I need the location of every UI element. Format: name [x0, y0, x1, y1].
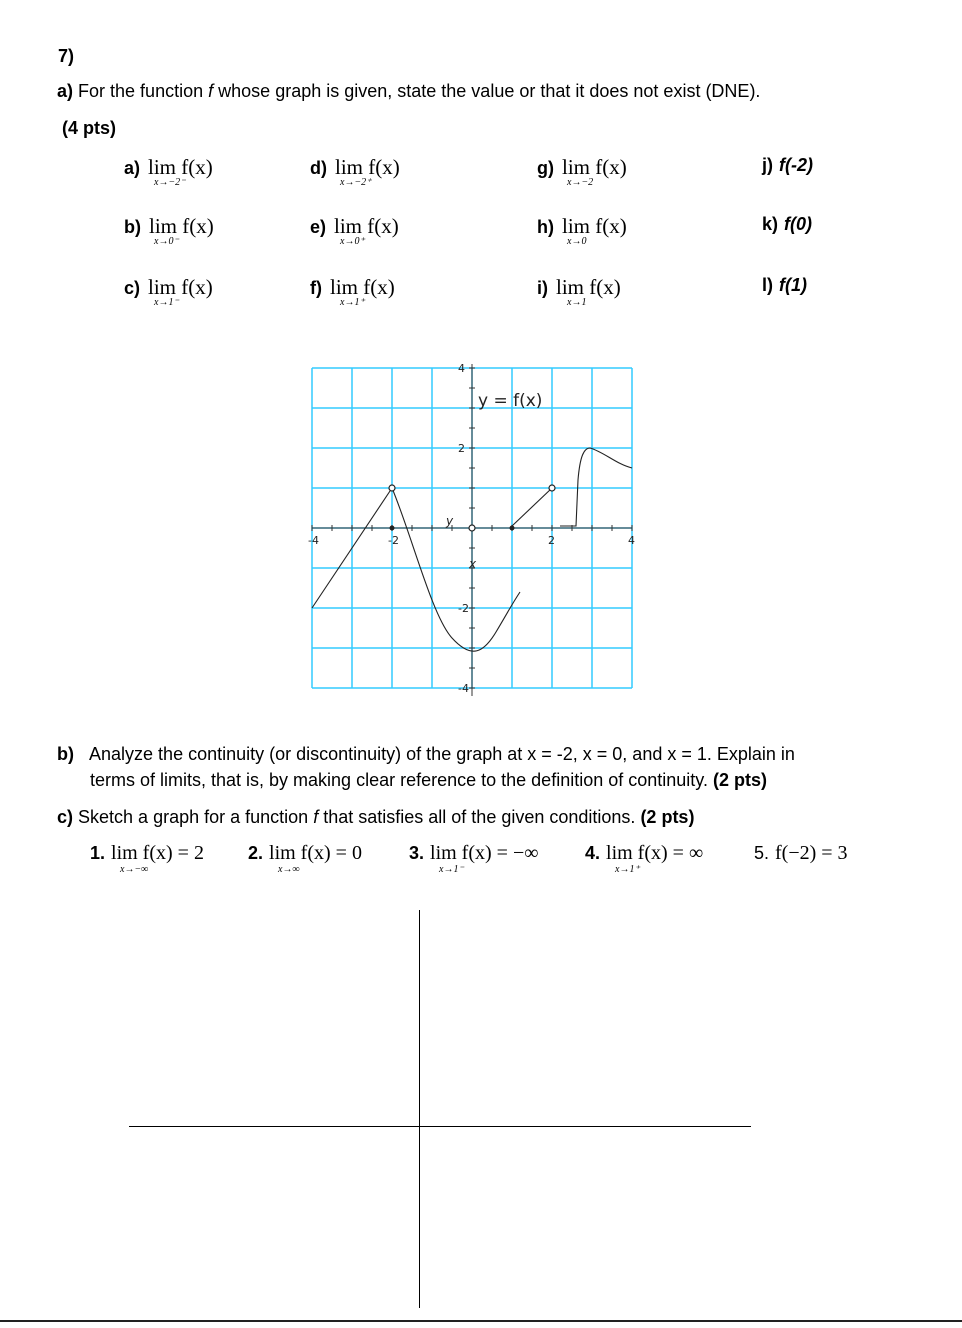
limit-expression: lim f(x) [335, 155, 400, 179]
limit-expression: lim f(x) [149, 214, 214, 238]
condition-expression: lim f(x) = 2 [111, 842, 204, 864]
condition-number: 3. [409, 843, 425, 863]
open-dot [389, 485, 395, 491]
part-a-label: a) [57, 81, 74, 101]
x-tick-label: 2 [548, 534, 555, 547]
part-b-line2 [90, 770, 767, 791]
x-axis-label: x [469, 557, 477, 571]
part-c-label: c) [57, 807, 74, 827]
part-a-points: (4 pts) [62, 118, 116, 138]
condition-item [90, 842, 204, 875]
limit-label: e) [310, 217, 327, 237]
closed-dot [510, 526, 515, 531]
limit-subscript: x→1 [567, 297, 587, 308]
value-expression: f(-2) [779, 155, 813, 175]
limit-subscript: x→−2⁻ [154, 177, 186, 188]
condition-item [409, 842, 539, 875]
condition-item [754, 842, 848, 865]
limit-label: g) [537, 158, 554, 178]
sketch-horizontal-axis[interactable] [129, 1126, 751, 1127]
value-item [762, 275, 807, 296]
limit-item [310, 155, 400, 188]
condition-item [248, 842, 362, 875]
condition-number: 4. [585, 843, 601, 863]
limit-expression: lim f(x) [556, 275, 621, 299]
y-tick-label: -4 [458, 682, 469, 695]
condition-number: 1. [90, 843, 106, 863]
y-tick-label: -2 [458, 602, 469, 615]
limit-subscript: x→−2⁺ [340, 177, 372, 188]
value-label: j) [762, 155, 773, 175]
condition-expression: lim f(x) = 0 [269, 842, 362, 864]
condition-expression: lim f(x) = −∞ [430, 842, 539, 864]
limit-label: f) [310, 278, 322, 298]
condition-subscript: x→∞ [278, 864, 300, 875]
part-c-points: (2 pts) [640, 807, 695, 827]
value-item [762, 155, 813, 176]
condition-expression: f(−2) = 3 [775, 842, 848, 864]
limit-expression: lim f(x) [562, 214, 627, 238]
limit-label: a) [124, 158, 141, 178]
limit-subscript: x→0⁺ [340, 236, 365, 247]
curve-segment-parabola [392, 488, 520, 651]
part-c-f: f [313, 807, 319, 827]
part-b-line1 [57, 744, 795, 765]
limit-expression: lim f(x) [562, 155, 627, 179]
condition-number: 2. [248, 843, 264, 863]
condition-number: 5. [754, 843, 770, 863]
value-expression: f(0) [784, 214, 813, 234]
function-graph [300, 355, 640, 715]
y-tick-label: 2 [458, 442, 465, 455]
condition-subscript: x→1⁻ [439, 864, 464, 875]
limit-subscript: x→0⁻ [154, 236, 179, 247]
x-tick-label: 4 [628, 534, 635, 547]
value-expression: f(1) [779, 275, 807, 295]
y-tick-label: 4 [458, 362, 465, 375]
limit-expression: lim f(x) [148, 155, 213, 179]
part-b-text2: terms of limits, that is, by making clear reference to the definition of continuity. [90, 770, 708, 790]
limit-label: h) [537, 217, 554, 237]
limit-subscript: x→0 [567, 236, 587, 247]
graph-equation: y = f(x) [478, 391, 543, 411]
limit-label: d) [310, 158, 327, 178]
open-dot [469, 525, 475, 531]
limit-item [124, 214, 214, 247]
page-bottom-rule [0, 1320, 962, 1322]
condition-expression: lim f(x) = ∞ [606, 842, 704, 864]
x-tick-label: -2 [388, 534, 399, 547]
limit-label: i) [537, 278, 548, 298]
part-a-text-pre: For the function [78, 81, 204, 101]
part-b-points: (2 pts) [712, 770, 767, 790]
limit-item [310, 214, 399, 247]
limit-expression: lim f(x) [330, 275, 395, 299]
part-a-f: f [208, 81, 214, 101]
limit-expression: lim f(x) [148, 275, 213, 299]
limit-item [537, 214, 627, 247]
limit-subscript: x→1⁻ [154, 297, 179, 308]
limit-item [537, 155, 627, 188]
condition-subscript: x→−∞ [120, 864, 149, 875]
part-b-label: b) [57, 744, 74, 764]
limit-expression: lim f(x) [334, 214, 399, 238]
curve-segment-right [560, 448, 632, 526]
limit-item [537, 275, 621, 308]
y-axis-label: y [446, 514, 454, 528]
sketch-vertical-axis[interactable] [419, 910, 420, 1308]
value-label: k) [762, 214, 779, 234]
condition-subscript: x→1⁺ [615, 864, 640, 875]
part-c-text-pre: Sketch a graph for a function [78, 807, 309, 827]
value-label: l) [762, 275, 773, 295]
part-b-text1: Analyze the continuity (or discontinuity) of the graph at x = -2, x = 0, and x = 1. Explain in [89, 744, 795, 764]
condition-item [585, 842, 704, 875]
limit-item [124, 275, 213, 308]
part-c-prompt [57, 807, 694, 828]
limit-label: c) [124, 278, 141, 298]
limit-subscript: x→−2 [567, 177, 594, 188]
value-item [762, 214, 812, 235]
limit-label: b) [124, 217, 141, 237]
limit-item [310, 275, 395, 308]
limit-item [124, 155, 213, 188]
part-c-text-post: that satisfies all of the given conditions. [323, 807, 636, 827]
curve-segment-middle-line [512, 488, 552, 526]
part-a-prompt [57, 81, 760, 102]
part-a-text-post: whose graph is given, state the value or that it does not exist (DNE). [218, 81, 761, 101]
x-tick-label: -4 [308, 534, 319, 547]
closed-dot [390, 526, 395, 531]
limit-subscript: x→1⁺ [340, 297, 365, 308]
open-dot [549, 485, 555, 491]
problem-number: 7) [58, 46, 75, 66]
